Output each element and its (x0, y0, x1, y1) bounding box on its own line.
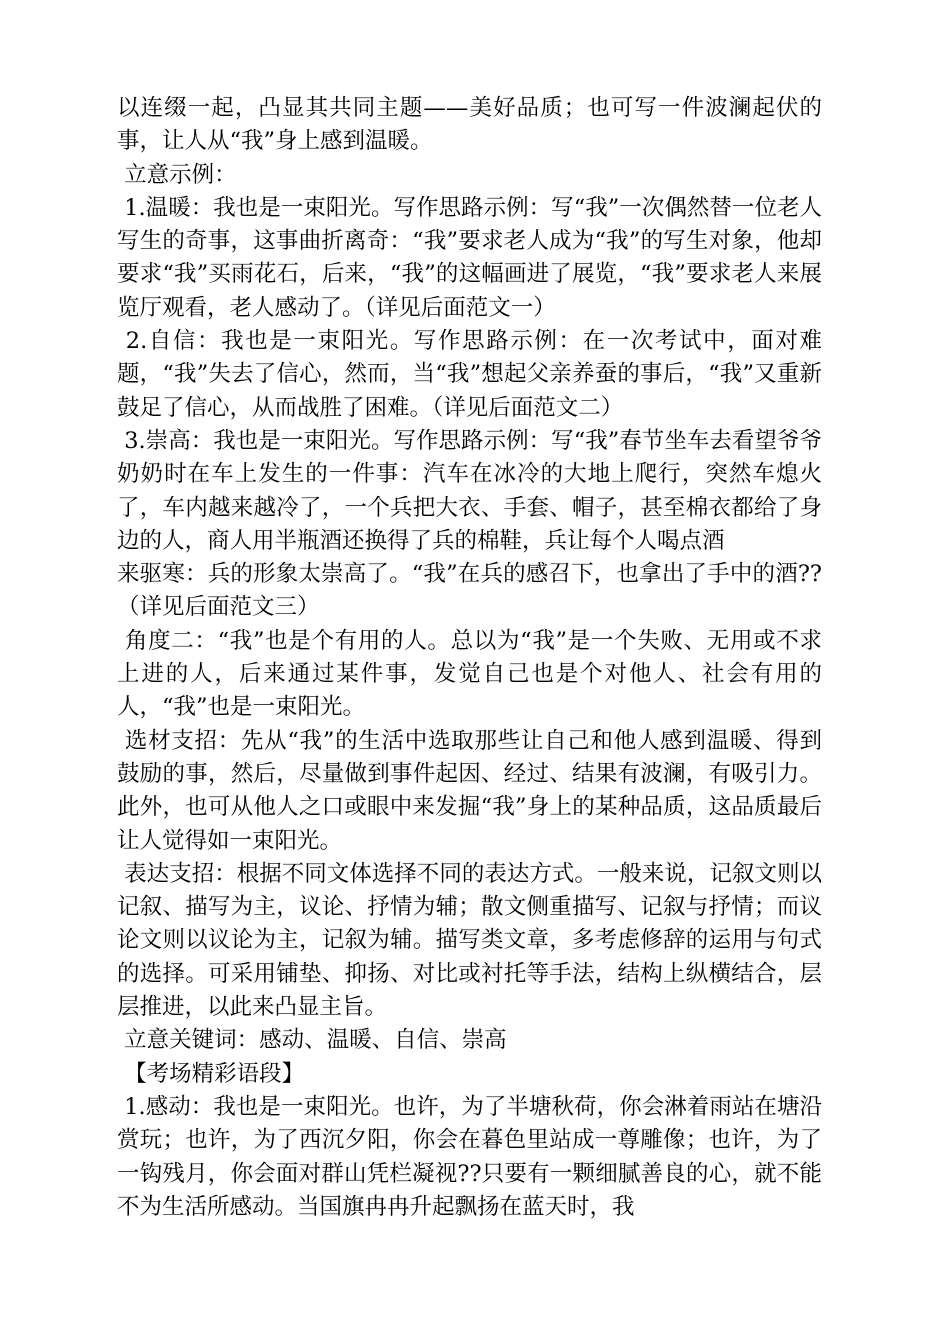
example-noble-paragraph: 3.崇高：我也是一束阳光。写作思路示例：写“我”春节坐车去看望爷爷奶奶时在车上发生的一件事：汽车在冰冷的大地上爬行，突然车熄火了，车内越来越冷了，一个兵把大衣、手套、帽子，甚至棉衣都给了身边的人，商人用半瓶酒还换得了兵的棉鞋，兵让每个人喝点酒 (117, 427, 822, 554)
material-tips-paragraph: 选材支招：先从“我”的生活中选取那些让自己和他人感到温暖、得到鼓励的事，然后，尽量做到事件起因、经过、结果有波澜，有吸引力。此外，也可从他人之口或眼中来发掘“我”身上的某种品质，这品质最后让人觉得如一束阳光。 (117, 727, 822, 854)
theme-examples-heading: 立意示例： (117, 161, 237, 188)
excerpt-moved-paragraph: 1.感动：我也是一束阳光。也许，为了半塘秋荷，你会淋着雨站在塘沿赏玩；也许，为了西沉夕阳，你会在暮色里站成一尊雕像；也许，为了一钩残月，你会面对群山凭栏凝视??只要有一颗细腻善良的心，就不能不为生活所感动。当国旗冉冉升起飘扬在蓝天时，我 (117, 1093, 823, 1220)
angle-two-paragraph: 角度二：“我”也是个有用的人。总以为“我”是一个失败、无用或不求上进的人，后来通过某件事，发觉自己也是个对他人、社会有用的人，“我”也是一束阳光。 (117, 627, 823, 721)
keywords-paragraph: 立意关键词：感动、温暖、自信、崇高 (117, 1027, 507, 1054)
document-body (117, 92, 822, 1224)
example-confidence-paragraph: 2.自信：我也是一束阳光。写作思路示例：在一次考试中，面对难题，“我”失去了信心，然而，当“我”想起父亲养蚕的事后，“我”又重新鼓足了信心，从而战胜了困难。（详见后面范文二） (117, 328, 823, 421)
intro-paragraph: 以连缀一起，凸显其共同主题——美好品质；也可写一件波澜起伏的事，让人从“我”身上感到温暖。 (117, 95, 822, 155)
example-warmth-paragraph: 1.温暖：我也是一束阳光。写作思路示例：写“我”一次偶然替一位老人写生的奇事，这事曲折离奇：“我”要求老人成为“我”的写生对象，他却要求“我”买雨花石，后来，“我”的这幅画进了展览，“我”要求老人来展览厅观看，老人感动了。（详见后面范文一） (117, 194, 822, 321)
example-noble-continued-paragraph: 来驱寒：兵的形象太崇高了。“我”在兵的感召下，也拿出了手中的酒??（详见后面范文三） (117, 561, 822, 621)
expression-tips-paragraph: 表达支招：根据不同文体选择不同的表达方式。一般来说，记叙文则以记叙、描写为主，议论、抒情为辅；散文侧重描写、记叙与抒情；而议论文则以议论为主，记叙为辅。描写类文章，多考虑修辞的运用与句式的选择。可采用铺垫、抑扬、对比或衬托等手法，结构上纵横结合，层层推进，以此来凸显主旨。 (117, 860, 822, 1021)
section-heading: 【考场精彩语段】 (117, 1060, 305, 1087)
